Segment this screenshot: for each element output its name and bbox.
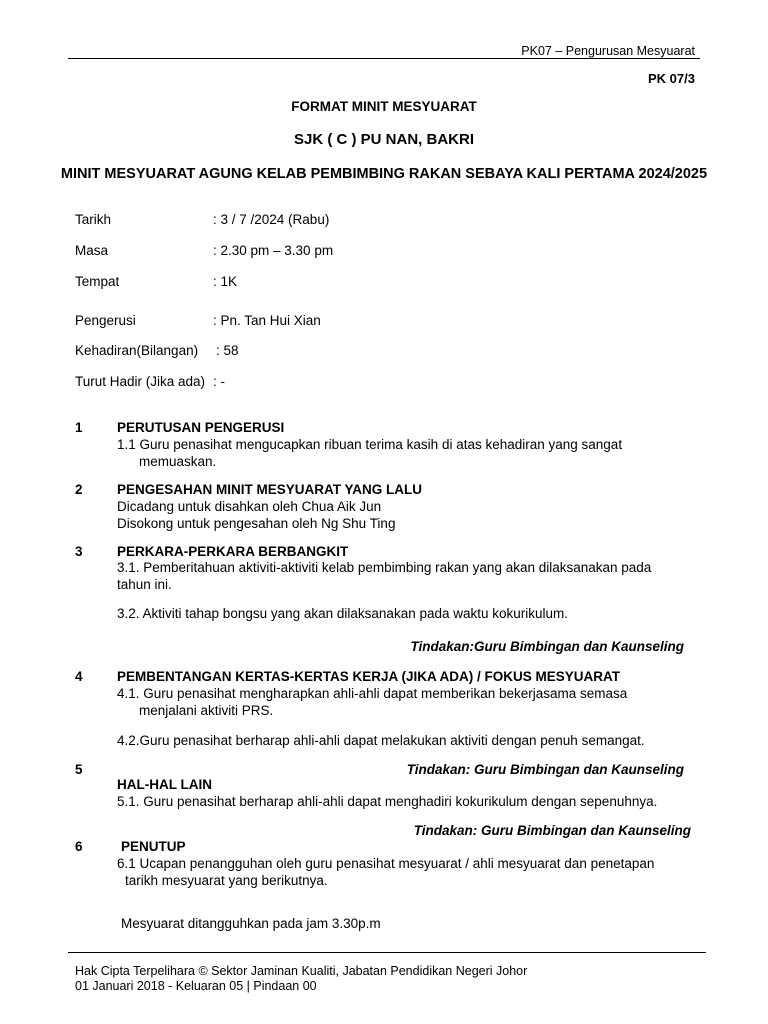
info-label: Kehadiran(Bilangan): [75, 343, 199, 358]
info-label: Tempat: [75, 274, 120, 289]
body-line: memuaskan.: [139, 454, 217, 469]
body-line: Disokong untuk pengesahan oleh Ng Shu Ting: [117, 516, 396, 531]
body-line: 4.2.Guru penasihat berharap ahli-ahli dapat melakukan aktiviti dengan penuh semangat.: [117, 733, 645, 748]
body-line: 1.1 Guru penasihat mengucapkan ribuan terima kasih di atas kehadiran yang sangat: [117, 437, 623, 452]
body-line: 6.1 Ucapan penangguhan oleh guru penasihat mesyuarat / ahli mesyuarat dan penetapan: [117, 856, 655, 871]
info-value: : -: [213, 374, 225, 389]
header-rule: [68, 58, 700, 59]
action-note: Tindakan: Guru Bimbingan dan Kaunseling: [413, 823, 691, 838]
info-value: : Pn. Tan Hui Xian: [213, 313, 321, 328]
format-title: FORMAT MINIT MESYUARAT: [291, 99, 477, 114]
body-line: tarikh mesyuarat yang berikutnya.: [125, 873, 328, 888]
section-title: PENUTUP: [121, 839, 186, 854]
section-number: 2: [75, 482, 83, 497]
footer-rule: [68, 952, 706, 953]
section-number: 5: [75, 762, 83, 777]
section-body: [117, 855, 654, 889]
section-title: PERUTUSAN PENGERUSI: [117, 420, 285, 435]
body-line: 3.1. Pemberitahuan aktiviti-aktiviti kelab pembimbing rakan yang akan dilaksanakan pada: [117, 560, 652, 575]
info-value: : 3 / 7 /2024 (Rabu): [213, 212, 330, 227]
info-label: Masa: [75, 243, 109, 258]
section-number: 1: [75, 420, 83, 435]
footer-release: 01 Januari 2018 - Keluaran 05 | Pindaan 00: [75, 979, 317, 993]
section-title: PEMBENTANGAN KERTAS-KERTAS KERJA (JIKA ADA) / FOKUS MESYUARAT: [117, 669, 621, 684]
info-value: : 58: [216, 343, 239, 358]
section-number: 6: [75, 839, 83, 854]
body-line: menjalani aktiviti PRS.: [139, 703, 274, 718]
section-body: [117, 559, 651, 593]
info-label: Pengerusi: [75, 313, 136, 328]
form-code: PK 07/3: [648, 71, 695, 86]
school-name: SJK ( C ) PU NAN, BAKRI: [293, 131, 474, 148]
section-number: 3: [75, 544, 83, 559]
body-line: 4.1. Guru penasihat mengharapkan ahli-ahli dapat memberikan bekerjasama semasa: [117, 686, 628, 701]
meeting-title: MINIT MESYUARAT AGUNG KELAB PEMBIMBING RAKAN SEBAYA KALI PERTAMA 2024/2025: [60, 166, 708, 182]
section-title: PERKARA-PERKARA BERBANGKIT: [117, 544, 349, 559]
section-body: [117, 498, 395, 532]
footer-copyright: Hak Cipta Terpelihara © Sektor Jaminan Kualiti, Jabatan Pendidikan Negeri Johor: [75, 964, 528, 978]
action-note: Tindakan:Guru Bimbingan dan Kaunseling: [410, 639, 684, 654]
section-number: 4: [75, 669, 83, 684]
action-note: Tindakan: Guru Bimbingan dan Kaunseling: [406, 762, 684, 777]
body-line: tahun ini.: [117, 577, 172, 592]
section-body: [117, 685, 627, 719]
section-title: HAL-HAL LAIN: [117, 777, 212, 792]
section-title: PENGESAHAN MINIT MESYUARAT YANG LALU: [117, 482, 423, 497]
body-line: Dicadang untuk disahkan oleh Chua Aik Jun: [117, 499, 382, 514]
info-label: Turut Hadir (Jika ada): [75, 374, 206, 389]
footer: [75, 964, 527, 994]
info-value: : 1K: [213, 274, 238, 289]
info-label: Tarikh: [75, 212, 112, 227]
adjournment-note: Mesyuarat ditangguhkan pada jam 3.30p.m: [121, 916, 381, 931]
running-header: PK07 – Pengurusan Mesyuarat: [521, 44, 695, 58]
body-line: 3.2. Aktiviti tahap bongsu yang akan dilaksanakan pada waktu kokurikulum.: [117, 606, 569, 621]
body-line: 5.1. Guru penasihat berharap ahli-ahli dapat menghadiri kokurikulum dengan sepenuhnya.: [117, 794, 658, 809]
info-value: : 2.30 pm – 3.30 pm: [213, 243, 334, 258]
section-body: [117, 436, 622, 470]
